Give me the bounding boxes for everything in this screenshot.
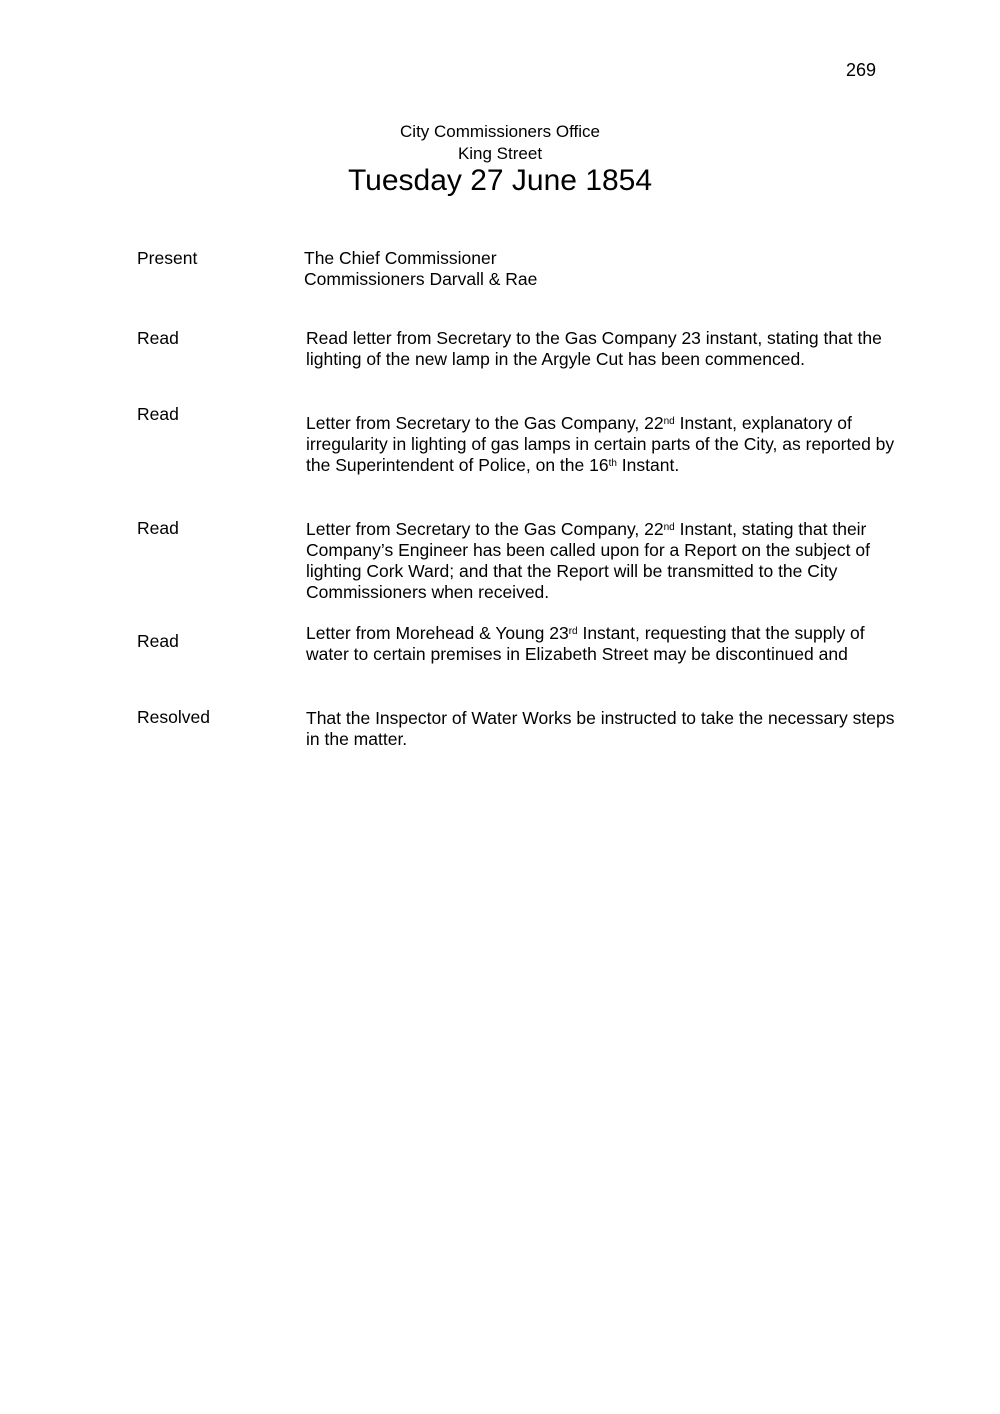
entry-text: That the Inspector of Water Works be instructed to take the necessary steps in the matter.: [306, 708, 895, 749]
entry-label: Resolved: [137, 707, 210, 727]
meeting-date: Tuesday 27 June 1854: [347, 164, 653, 197]
entry-text-part: Instant, requesting that the supply of water to certain premises in Elizabeth Street may be discontinued and: [306, 623, 865, 664]
present-line: The Chief Commissioner: [304, 248, 497, 268]
entry-text-part: Instant.: [616, 455, 680, 475]
street-name: King Street: [457, 144, 543, 163]
entry-text-part: Instant, explanatory of irregularity in lighting of gas lamps in certain parts of the City, as reported by the Superintendent of Police, on the 16: [306, 413, 895, 475]
ordinal-suffix: nd: [663, 416, 675, 427]
page-number: 269: [846, 60, 877, 80]
entry-label: Read: [137, 631, 179, 651]
entry-label: Read: [137, 328, 179, 348]
entry-text-part: Letter from Secretary to the Gas Company, 22: [306, 413, 664, 433]
entry-text-part: Instant, stating that their Company’s Engineer has been called upon for a Report on the subject of lighting Cork Ward; and that the Report will be transmitted to the City Commissioners when received.: [306, 519, 870, 602]
entry-text-part: Letter from Secretary to the Gas Company, 22: [306, 519, 664, 539]
present-label: Present: [137, 248, 198, 268]
present-list: [304, 248, 904, 290]
entry-text: [306, 623, 906, 665]
entry-label: Read: [137, 518, 179, 538]
entry-text: [306, 519, 906, 603]
entry-label: Read: [137, 404, 179, 424]
ordinal-suffix: rd: [568, 626, 578, 637]
entry-text: [306, 413, 906, 476]
office-name: City Commissioners Office: [400, 122, 600, 141]
entry-text: Read letter from Secretary to the Gas Company 23 instant, stating that the lighting of the new lamp in the Argyle Cut has been commenced.: [306, 328, 882, 369]
entry-text-part: Letter from Morehead & Young 23: [306, 623, 569, 643]
ordinal-suffix: nd: [663, 522, 675, 533]
present-line: Commissioners Darvall & Rae: [304, 269, 538, 289]
ordinal-suffix: th: [608, 458, 617, 469]
